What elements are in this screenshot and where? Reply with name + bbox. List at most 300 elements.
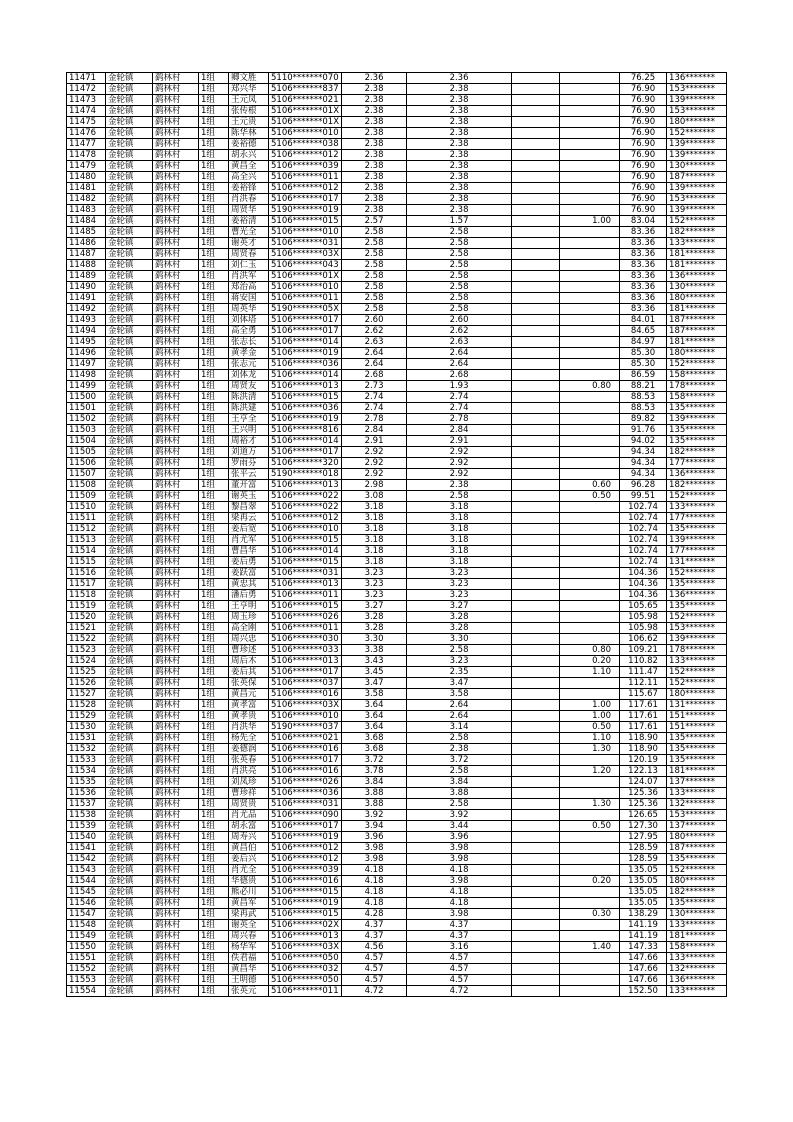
table-cell: 5106*******013 xyxy=(269,480,342,491)
table-cell: 1组 xyxy=(199,546,229,557)
table-cell xyxy=(512,854,560,865)
table-cell: 金轮镇 xyxy=(106,403,153,414)
table-cell xyxy=(512,106,560,117)
table-cell: 3.84 xyxy=(342,777,407,788)
table-cell xyxy=(512,117,560,128)
table-cell xyxy=(560,689,620,700)
table-cell: 136******* xyxy=(667,590,727,601)
table-cell: 金轮镇 xyxy=(106,667,153,678)
table-cell: 5106*******03X xyxy=(269,249,342,260)
table-row xyxy=(67,909,727,920)
table-cell: 3.23 xyxy=(407,590,512,601)
table-row xyxy=(67,810,727,821)
table-cell: 金轮镇 xyxy=(106,249,153,260)
table-cell: 3.98 xyxy=(407,854,512,865)
table-cell xyxy=(512,73,560,84)
table-cell: 135.05 xyxy=(620,865,667,876)
table-cell: 158******* xyxy=(667,392,727,403)
table-cell: 139******* xyxy=(667,150,727,161)
table-cell: 4.37 xyxy=(407,920,512,931)
table-row xyxy=(67,689,727,700)
table-cell: 152******* xyxy=(667,667,727,678)
table-cell: 5106*******030 xyxy=(269,634,342,645)
table-cell: 112.11 xyxy=(620,678,667,689)
table-row xyxy=(67,513,727,524)
table-cell xyxy=(512,832,560,843)
table-cell: 11531 xyxy=(67,733,106,744)
table-cell: 鹞林村 xyxy=(153,161,199,172)
table-cell: 鹞林村 xyxy=(153,579,199,590)
table-cell: 1组 xyxy=(199,601,229,612)
table-cell: 4.18 xyxy=(342,865,407,876)
table-cell: 金轮镇 xyxy=(106,711,153,722)
table-cell: 王元贵 xyxy=(229,117,269,128)
table-cell: 金轮镇 xyxy=(106,227,153,238)
table-cell: 178******* xyxy=(667,645,727,656)
table-cell: 1.00 xyxy=(560,711,620,722)
table-cell: 11503 xyxy=(67,425,106,436)
table-cell: 金轮镇 xyxy=(106,678,153,689)
table-cell: 金轮镇 xyxy=(106,777,153,788)
table-cell: 3.18 xyxy=(342,513,407,524)
table-cell: 11476 xyxy=(67,128,106,139)
table-cell: 76.90 xyxy=(620,205,667,216)
table-cell: 1组 xyxy=(199,392,229,403)
table-cell: 4.18 xyxy=(342,887,407,898)
table-cell: 1组 xyxy=(199,436,229,447)
table-cell: 5106*******022 xyxy=(269,502,342,513)
table-cell: 4.18 xyxy=(342,898,407,909)
table-cell: 181******* xyxy=(667,260,727,271)
table-cell xyxy=(560,557,620,568)
table-cell: 152.50 xyxy=(620,986,667,997)
table-row xyxy=(67,337,727,348)
table-cell: 117.61 xyxy=(620,700,667,711)
table-cell: 2.58 xyxy=(407,227,512,238)
table-cell: 11545 xyxy=(67,887,106,898)
table-cell: 11516 xyxy=(67,568,106,579)
table-cell: 鹞林村 xyxy=(153,722,199,733)
table-cell: 鹞林村 xyxy=(153,84,199,95)
table-cell xyxy=(560,678,620,689)
table-cell: 0.20 xyxy=(560,656,620,667)
table-cell: 鹞林村 xyxy=(153,744,199,755)
table-cell: 2.38 xyxy=(342,139,407,150)
table-cell: 1组 xyxy=(199,590,229,601)
table-cell xyxy=(512,568,560,579)
table-cell: 76.90 xyxy=(620,106,667,117)
table-cell xyxy=(560,315,620,326)
table-cell xyxy=(512,788,560,799)
table-cell: 鹞林村 xyxy=(153,601,199,612)
table-cell: 4.37 xyxy=(342,931,407,942)
table-cell xyxy=(512,876,560,887)
table-cell: 鹞林村 xyxy=(153,645,199,656)
table-cell: 76.90 xyxy=(620,139,667,150)
table-cell xyxy=(560,975,620,986)
table-cell: 2.64 xyxy=(342,359,407,370)
table-cell: 鹞林村 xyxy=(153,304,199,315)
table-row xyxy=(67,150,727,161)
table-cell: 11540 xyxy=(67,832,106,843)
table-cell: 5106*******017 xyxy=(269,755,342,766)
table-cell: 金轮镇 xyxy=(106,425,153,436)
table-cell: 1组 xyxy=(199,73,229,84)
table-row xyxy=(67,953,727,964)
table-cell: 4.57 xyxy=(407,953,512,964)
table-cell: 11509 xyxy=(67,491,106,502)
table-cell: 11486 xyxy=(67,238,106,249)
table-cell: 96.28 xyxy=(620,480,667,491)
table-cell: 3.27 xyxy=(342,601,407,612)
table-cell xyxy=(560,887,620,898)
table-cell: 5106*******013 xyxy=(269,579,342,590)
table-cell: 金轮镇 xyxy=(106,810,153,821)
table-row xyxy=(67,557,727,568)
table-cell: 11527 xyxy=(67,689,106,700)
table-cell: 曹珍祥 xyxy=(229,788,269,799)
table-cell: 2.58 xyxy=(342,282,407,293)
table-cell: 152******* xyxy=(667,128,727,139)
table-cell: 11498 xyxy=(67,370,106,381)
table-cell: 139******* xyxy=(667,95,727,106)
table-cell: 158******* xyxy=(667,942,727,953)
table-cell: 152******* xyxy=(667,216,727,227)
table-cell: 130******* xyxy=(667,909,727,920)
table-cell: 102.74 xyxy=(620,502,667,513)
table-cell xyxy=(512,667,560,678)
table-cell: 5106*******017 xyxy=(269,326,342,337)
table-cell xyxy=(512,843,560,854)
table-cell: 177******* xyxy=(667,458,727,469)
table-cell xyxy=(512,931,560,942)
table-cell: 1组 xyxy=(199,667,229,678)
table-cell: 梁再武 xyxy=(229,909,269,920)
table-cell: 1组 xyxy=(199,84,229,95)
table-cell: 1组 xyxy=(199,458,229,469)
table-row xyxy=(67,381,727,392)
table-cell xyxy=(512,964,560,975)
table-cell: 153******* xyxy=(667,84,727,95)
table-cell: 135******* xyxy=(667,744,727,755)
table-cell xyxy=(512,612,560,623)
table-cell xyxy=(512,150,560,161)
table-cell: 132******* xyxy=(667,964,727,975)
table-cell: 周兴春 xyxy=(229,931,269,942)
table-cell: 黄孝贵 xyxy=(229,711,269,722)
table-cell: 鹞林村 xyxy=(153,612,199,623)
table-cell: 135******* xyxy=(667,579,727,590)
table-cell: 153******* xyxy=(667,194,727,205)
table-cell: 139******* xyxy=(667,205,727,216)
table-cell: 1组 xyxy=(199,876,229,887)
table-cell xyxy=(512,337,560,348)
table-cell: 11513 xyxy=(67,535,106,546)
table-cell: 5106*******013 xyxy=(269,656,342,667)
table-cell: 4.18 xyxy=(407,887,512,898)
table-cell xyxy=(512,887,560,898)
data-table xyxy=(66,72,727,997)
table-cell: 金轮镇 xyxy=(106,645,153,656)
table-cell: 郑兴华 xyxy=(229,84,269,95)
table-cell: 肖洪亮 xyxy=(229,766,269,777)
table-cell: 102.74 xyxy=(620,557,667,568)
table-cell: 104.36 xyxy=(620,579,667,590)
table-cell: 5190*******037 xyxy=(269,722,342,733)
table-cell: 3.18 xyxy=(407,535,512,546)
table-cell xyxy=(560,469,620,480)
table-row xyxy=(67,117,727,128)
table-cell: 金轮镇 xyxy=(106,942,153,953)
table-cell: 曹光全 xyxy=(229,227,269,238)
table-cell: 11471 xyxy=(67,73,106,84)
table-cell: 2.58 xyxy=(407,304,512,315)
table-cell: 姜德润 xyxy=(229,744,269,755)
table-cell xyxy=(512,678,560,689)
table-cell: 11511 xyxy=(67,513,106,524)
table-cell: 109.21 xyxy=(620,645,667,656)
table-cell: 2.38 xyxy=(407,744,512,755)
table-cell: 2.38 xyxy=(407,117,512,128)
table-cell: 1.40 xyxy=(560,942,620,953)
table-row xyxy=(67,788,727,799)
table-cell: 1组 xyxy=(199,205,229,216)
table-cell: 3.18 xyxy=(342,502,407,513)
table-cell: 金轮镇 xyxy=(106,436,153,447)
table-cell: 胡永富 xyxy=(229,821,269,832)
table-cell: 84.65 xyxy=(620,326,667,337)
table-cell xyxy=(512,216,560,227)
table-cell: 187******* xyxy=(667,172,727,183)
table-cell: 11473 xyxy=(67,95,106,106)
table-row xyxy=(67,73,727,84)
table-row xyxy=(67,612,727,623)
table-cell xyxy=(560,898,620,909)
table-cell xyxy=(560,271,620,282)
table-cell xyxy=(560,183,620,194)
table-cell: 张英春 xyxy=(229,755,269,766)
table-cell: 金轮镇 xyxy=(106,744,153,755)
table-cell xyxy=(512,898,560,909)
table-cell: 2.58 xyxy=(342,304,407,315)
table-row xyxy=(67,403,727,414)
table-cell: 3.45 xyxy=(342,667,407,678)
table-cell xyxy=(560,920,620,931)
table-cell: 5106*******016 xyxy=(269,744,342,755)
table-cell: 周贤贵 xyxy=(229,799,269,810)
table-cell: 76.90 xyxy=(620,183,667,194)
table-cell: 4.18 xyxy=(342,876,407,887)
table-cell: 金轮镇 xyxy=(106,282,153,293)
table-cell: 1组 xyxy=(199,700,229,711)
table-cell xyxy=(512,590,560,601)
table-row xyxy=(67,326,727,337)
table-cell: 11532 xyxy=(67,744,106,755)
table-cell: 2.58 xyxy=(342,260,407,271)
table-cell: 金轮镇 xyxy=(106,612,153,623)
table-cell: 金轮镇 xyxy=(106,733,153,744)
table-cell: 谢英全 xyxy=(229,920,269,931)
table-cell: 133******* xyxy=(667,656,727,667)
table-cell: 133******* xyxy=(667,238,727,249)
table-cell xyxy=(560,568,620,579)
table-cell: 2.74 xyxy=(342,392,407,403)
table-cell: 3.47 xyxy=(342,678,407,689)
table-cell: 136******* xyxy=(667,271,727,282)
table-cell xyxy=(560,634,620,645)
table-cell: 11524 xyxy=(67,656,106,667)
table-row xyxy=(67,238,727,249)
table-cell: 118.90 xyxy=(620,744,667,755)
table-cell: 84.97 xyxy=(620,337,667,348)
table-cell: 137******* xyxy=(667,777,727,788)
table-cell: 5106*******026 xyxy=(269,777,342,788)
table-row xyxy=(67,568,727,579)
table-cell: 黄孝金 xyxy=(229,348,269,359)
table-cell: 鹞林村 xyxy=(153,315,199,326)
table-cell: 1组 xyxy=(199,271,229,282)
table-cell: 5190*******019 xyxy=(269,205,342,216)
table-cell: 135.05 xyxy=(620,887,667,898)
table-cell: 1组 xyxy=(199,887,229,898)
table-cell: 王元凤 xyxy=(229,95,269,106)
table-cell: 133******* xyxy=(667,502,727,513)
table-cell: 1组 xyxy=(199,106,229,117)
table-cell: 鹞林村 xyxy=(153,700,199,711)
table-cell: 5106*******019 xyxy=(269,348,342,359)
table-cell: 84.01 xyxy=(620,315,667,326)
table-cell: 金轮镇 xyxy=(106,183,153,194)
table-cell: 127.95 xyxy=(620,832,667,843)
table-cell: 3.84 xyxy=(407,777,512,788)
table-row xyxy=(67,898,727,909)
table-cell: 5106*******019 xyxy=(269,898,342,909)
table-cell: 3.28 xyxy=(342,623,407,634)
table-cell: 鹞林村 xyxy=(153,590,199,601)
table-cell xyxy=(512,447,560,458)
table-cell: 鹞林村 xyxy=(153,810,199,821)
table-cell: 147.66 xyxy=(620,975,667,986)
table-cell: 3.18 xyxy=(342,546,407,557)
table-cell: 181******* xyxy=(667,931,727,942)
table-cell: 金轮镇 xyxy=(106,689,153,700)
table-cell: 鹞林村 xyxy=(153,403,199,414)
table-cell xyxy=(512,953,560,964)
table-cell: 鹞林村 xyxy=(153,656,199,667)
table-cell: 3.68 xyxy=(342,744,407,755)
table-cell xyxy=(512,491,560,502)
table-cell: 76.25 xyxy=(620,73,667,84)
table-cell: 鹞林村 xyxy=(153,194,199,205)
table-cell: 1组 xyxy=(199,139,229,150)
table-cell xyxy=(512,524,560,535)
table-cell: 黄昌元 xyxy=(229,689,269,700)
table-cell xyxy=(512,513,560,524)
table-cell: 金轮镇 xyxy=(106,920,153,931)
table-cell: 11501 xyxy=(67,403,106,414)
table-cell xyxy=(560,414,620,425)
table-cell xyxy=(512,821,560,832)
table-cell: 135******* xyxy=(667,898,727,909)
table-cell: 147.33 xyxy=(620,942,667,953)
table-row xyxy=(67,84,727,95)
table-cell xyxy=(512,282,560,293)
table-cell: 117.61 xyxy=(620,722,667,733)
table-cell: 4.37 xyxy=(342,920,407,931)
table-cell: 1组 xyxy=(199,810,229,821)
table-cell: 1组 xyxy=(199,293,229,304)
table-cell: 姜裕德 xyxy=(229,139,269,150)
table-cell xyxy=(512,601,560,612)
table-cell: 金轮镇 xyxy=(106,700,153,711)
table-cell: 3.96 xyxy=(407,832,512,843)
table-cell: 鹞林村 xyxy=(153,271,199,282)
table-cell: 鹞林村 xyxy=(153,337,199,348)
table-cell: 11474 xyxy=(67,106,106,117)
table-cell: 1组 xyxy=(199,634,229,645)
table-cell: 83.36 xyxy=(620,271,667,282)
table-cell: 5106*******043 xyxy=(269,260,342,271)
table-cell xyxy=(560,458,620,469)
table-cell: 鹞林村 xyxy=(153,876,199,887)
table-cell: 1.10 xyxy=(560,733,620,744)
table-cell xyxy=(560,953,620,964)
table-cell: 158******* xyxy=(667,370,727,381)
table-cell: 131******* xyxy=(667,557,727,568)
table-cell: 83.36 xyxy=(620,293,667,304)
table-cell: 5106*******03X xyxy=(269,942,342,953)
table-cell: 11481 xyxy=(67,183,106,194)
table-cell: 5106*******03X xyxy=(269,700,342,711)
table-cell: 2.38 xyxy=(342,117,407,128)
table-row xyxy=(67,821,727,832)
table-cell: 3.72 xyxy=(407,755,512,766)
table-cell: 11536 xyxy=(67,788,106,799)
table-cell: 152******* xyxy=(667,568,727,579)
table-cell: 鹞林村 xyxy=(153,480,199,491)
table-cell: 3.23 xyxy=(407,568,512,579)
table-cell xyxy=(560,282,620,293)
table-cell: 鹞林村 xyxy=(153,953,199,964)
table-cell: 1组 xyxy=(199,854,229,865)
table-cell: 2.38 xyxy=(407,205,512,216)
table-cell: 5106*******039 xyxy=(269,865,342,876)
table-cell: 5106*******016 xyxy=(269,766,342,777)
table-cell: 金轮镇 xyxy=(106,766,153,777)
table-cell: 11547 xyxy=(67,909,106,920)
table-cell: 金轮镇 xyxy=(106,337,153,348)
table-cell: 1组 xyxy=(199,480,229,491)
table-cell xyxy=(512,436,560,447)
table-cell xyxy=(512,546,560,557)
table-cell: 181******* xyxy=(667,766,727,777)
table-cell: 5106*******017 xyxy=(269,315,342,326)
table-row xyxy=(67,183,727,194)
table-cell: 金轮镇 xyxy=(106,909,153,920)
table-cell: 2.68 xyxy=(407,370,512,381)
table-cell: 1组 xyxy=(199,942,229,953)
table-cell: 1组 xyxy=(199,447,229,458)
table-cell: 5106*******013 xyxy=(269,381,342,392)
table-cell: 4.72 xyxy=(342,986,407,997)
table-cell: 135******* xyxy=(667,854,727,865)
table-cell: 鹞林村 xyxy=(153,755,199,766)
table-cell: 151******* xyxy=(667,722,727,733)
table-cell: 4.57 xyxy=(342,975,407,986)
table-cell: 金轮镇 xyxy=(106,260,153,271)
table-cell: 0.50 xyxy=(560,491,620,502)
table-cell: 5106*******010 xyxy=(269,711,342,722)
